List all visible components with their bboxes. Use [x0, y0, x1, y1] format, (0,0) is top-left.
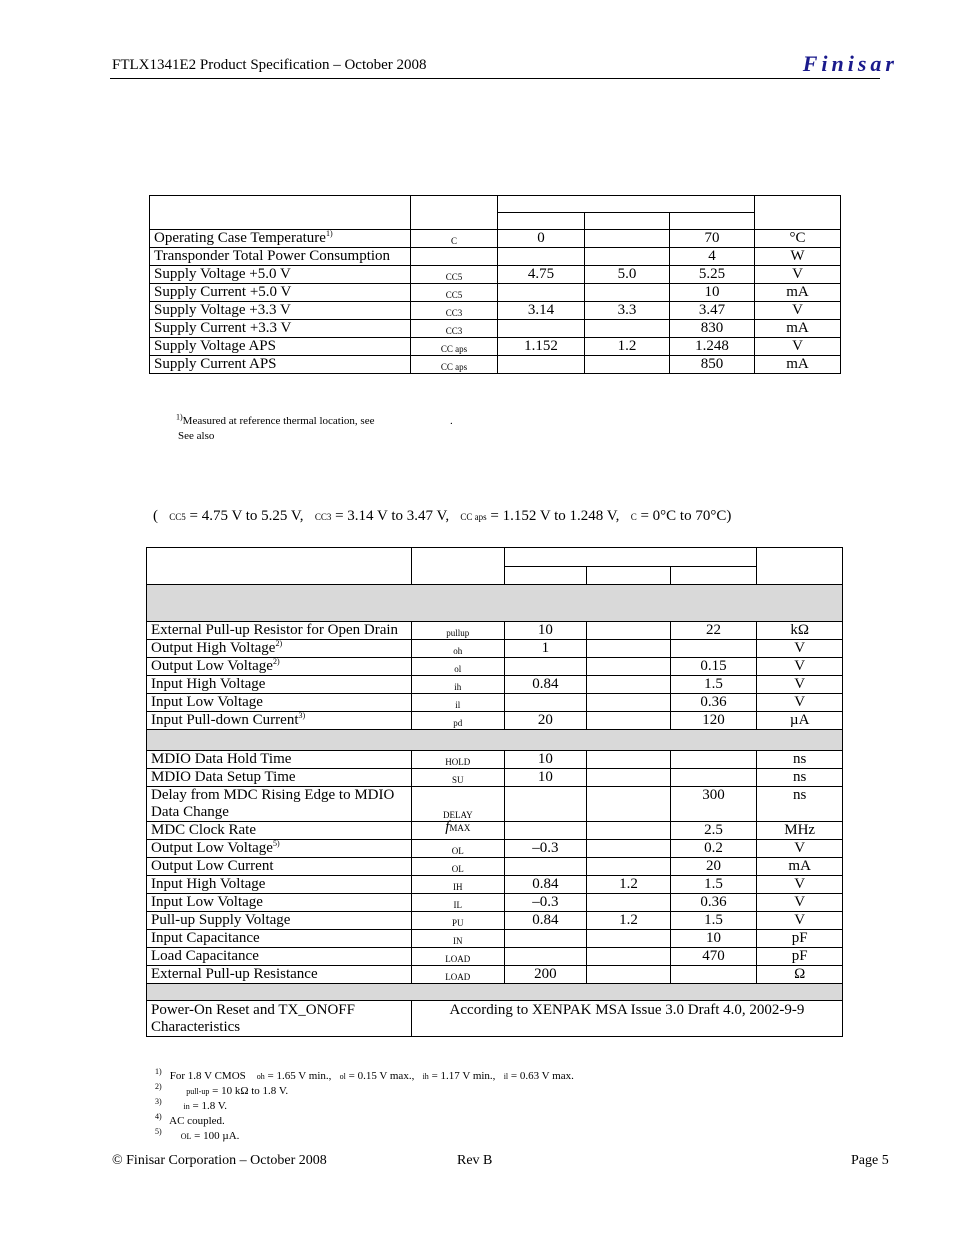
- min-cell: 4.75: [498, 266, 585, 284]
- param-cell: [147, 751, 412, 769]
- cond-text: = 1.152 V to 1.248 V,: [486, 508, 620, 524]
- symbol-cell: pullup: [411, 622, 504, 640]
- footnote-text: For 1.8 V CMOS: [169, 1070, 246, 1082]
- param-name: Output Low Current: [151, 858, 274, 874]
- symbol-cell: OL: [411, 840, 504, 858]
- min-cell: 0.84: [504, 676, 587, 694]
- max-cell: 10: [670, 930, 757, 948]
- typ-cell: [587, 840, 671, 858]
- table-row: [147, 930, 843, 948]
- symbol-cell: SU: [411, 769, 504, 787]
- header-cell-parameter: [150, 196, 411, 230]
- table-row: [150, 320, 841, 338]
- footnote-text: = 100 µA.: [191, 1130, 240, 1142]
- cond-sub: CC3: [314, 512, 332, 522]
- footnote-sub: pull-up: [186, 1087, 210, 1096]
- symbol-cell: oh: [411, 640, 504, 658]
- unit-cell: V: [757, 640, 843, 658]
- table-row: [150, 284, 841, 302]
- footnote-sub: in: [183, 1102, 190, 1111]
- max-cell: 1.5: [670, 676, 757, 694]
- unit-cell: V: [755, 338, 841, 356]
- symbol-cell: IL: [411, 894, 504, 912]
- table-row: [147, 769, 843, 787]
- typ-cell: [587, 640, 671, 658]
- max-cell: [670, 640, 757, 658]
- table-row: [147, 966, 843, 984]
- min-cell: [498, 320, 585, 338]
- section-band: [147, 585, 843, 622]
- param-cell: [147, 787, 412, 822]
- min-cell: [504, 822, 587, 840]
- header-cell-unit: [757, 548, 843, 585]
- max-cell: 0.2: [670, 840, 757, 858]
- table-row: [150, 266, 841, 284]
- typ-cell: [587, 787, 671, 822]
- unit-cell: kΩ: [757, 622, 843, 640]
- max-cell: 120: [670, 712, 757, 730]
- cond-text: = 4.75 V to 5.25 V,: [185, 508, 304, 524]
- max-cell: 5.25: [670, 266, 755, 284]
- symbol-cell: [411, 248, 498, 266]
- unit-cell: V: [757, 912, 843, 930]
- table-row: [150, 248, 841, 266]
- param-cell: [147, 676, 412, 694]
- param-name: Delay from MDC Rising Edge to MDIO Data Change: [151, 787, 395, 820]
- param-name: Operating Case Temperature: [154, 230, 326, 246]
- symbol-cell: PU: [411, 912, 504, 930]
- footnote-text: = 1.17 V min.,: [428, 1070, 496, 1082]
- max-cell: 300: [670, 787, 757, 822]
- param-name: MDC Clock Rate: [151, 822, 256, 838]
- param-name: Supply Current +5.0 V: [154, 284, 292, 300]
- min-cell: 10: [504, 751, 587, 769]
- param-cell: [147, 694, 412, 712]
- footnote-sub: il: [503, 1072, 509, 1081]
- typ-cell: [585, 320, 670, 338]
- max-cell: 830: [670, 320, 755, 338]
- param-name: MDIO Data Hold Time: [151, 751, 292, 767]
- param-cell: [147, 769, 412, 787]
- typ-cell: 1.2: [585, 338, 670, 356]
- symbol-sub: MAX: [449, 823, 471, 833]
- footnote-ref: 5): [272, 839, 280, 848]
- typ-cell: [587, 966, 671, 984]
- max-cell: [670, 751, 757, 769]
- typ-cell: 1.2: [587, 912, 671, 930]
- table-row: [147, 751, 843, 769]
- param-cell: [147, 712, 412, 730]
- param-cell: [147, 966, 412, 984]
- param-name: Pull-up Supply Voltage: [151, 912, 291, 928]
- max-cell: 850: [670, 356, 755, 374]
- symbol-cell: il: [411, 694, 504, 712]
- param-cell: [147, 912, 412, 930]
- unit-cell: V: [757, 676, 843, 694]
- param-cell: Power-On Reset and TX_ONOFF Characteristics: [147, 1001, 412, 1037]
- table-row: [147, 948, 843, 966]
- symbol-main: f: [445, 819, 450, 835]
- unit-cell: W: [755, 248, 841, 266]
- header-cell-typ: [585, 213, 670, 230]
- min-cell: [504, 930, 587, 948]
- min-cell: 0: [498, 230, 585, 248]
- min-cell: 10: [504, 769, 587, 787]
- max-cell: 0.36: [670, 694, 757, 712]
- footnote-5: 5) OL = 100 µA.: [155, 1127, 240, 1142]
- footnote-text: Measured at reference thermal location, see: [182, 415, 375, 427]
- copyright: © Finisar Corporation – October 2008: [112, 1153, 327, 1168]
- param-name: Input Low Voltage: [151, 894, 263, 910]
- reset-spec-cell: According to XENPAK MSA Issue 3.0 Draft 4.0, 2002-9-9: [411, 1001, 842, 1037]
- footnote-2: 2) pull-up = 10 kΩ to 1.8 V.: [155, 1082, 289, 1097]
- typ-cell: 3.3: [585, 302, 670, 320]
- footnote-sub: ol: [339, 1072, 346, 1081]
- max-cell: 1.5: [670, 912, 757, 930]
- symbol-cell: HOLD: [411, 751, 504, 769]
- footnote-1: 1) For 1.8 V CMOS oh = 1.65 V min., ol = 0.15 V max., ih = 1.17 V min., il = 0.63 V max.: [155, 1067, 574, 1082]
- footnote-text: = 0.63 V max.: [508, 1070, 574, 1082]
- footnote-mark: 1): [176, 412, 183, 422]
- operating-conditions: [153, 508, 731, 525]
- header-cell-typ: [587, 566, 671, 585]
- param-name: MDIO Data Setup Time: [151, 769, 296, 785]
- typ-cell: [585, 356, 670, 374]
- header-cell-min: [498, 213, 585, 230]
- min-cell: 200: [504, 966, 587, 984]
- min-cell: [504, 658, 587, 676]
- unit-cell: MHz: [757, 822, 843, 840]
- table-row: [147, 1001, 843, 1037]
- unit-cell: V: [757, 840, 843, 858]
- table-row: [150, 356, 841, 374]
- unit-cell: V: [755, 266, 841, 284]
- cond-text: = 0°C to 70°C): [636, 508, 732, 524]
- symbol-cell: IH: [411, 876, 504, 894]
- typ-cell: [587, 676, 671, 694]
- typ-cell: [587, 694, 671, 712]
- header-cell-values: [504, 548, 757, 567]
- header-cell-max: [670, 566, 757, 585]
- symbol-cell: CC3: [411, 302, 498, 320]
- table-row: [147, 840, 843, 858]
- param-name: Supply Voltage +3.3 V: [154, 302, 291, 318]
- finisar-logo: Finisar: [802, 51, 898, 76]
- max-cell: 0.15: [670, 658, 757, 676]
- min-cell: [504, 694, 587, 712]
- footnote-dot: .: [450, 415, 453, 427]
- footnote-sub: OL: [180, 1132, 192, 1141]
- param-cell: [150, 248, 411, 266]
- footnote-ref: 2): [275, 639, 283, 648]
- typ-cell: [585, 284, 670, 302]
- table-row: [147, 658, 843, 676]
- table-row: [150, 230, 841, 248]
- page-number: Page 5: [851, 1153, 889, 1168]
- param-name: Output Low Voltage: [151, 658, 273, 674]
- param-name: Input High Voltage: [151, 676, 266, 692]
- min-cell: 3.14: [498, 302, 585, 320]
- max-cell: 1.5: [670, 876, 757, 894]
- min-cell: 1.152: [498, 338, 585, 356]
- header-rule: [110, 78, 880, 79]
- table1-footnote: [176, 414, 374, 428]
- max-cell: 20: [670, 858, 757, 876]
- cond-sub: CC aps: [460, 512, 487, 522]
- footnote-text: AC coupled.: [169, 1115, 225, 1127]
- unit-cell: V: [757, 694, 843, 712]
- max-cell: [670, 966, 757, 984]
- min-cell: 0.84: [504, 912, 587, 930]
- header-cell-symbol: [411, 548, 504, 585]
- param-cell: [150, 356, 411, 374]
- cond-sub: C: [630, 512, 637, 522]
- footnote-ref: 1): [325, 229, 333, 238]
- unit-cell: mA: [757, 858, 843, 876]
- param-cell: [150, 230, 411, 248]
- footnote-sub: ih: [422, 1072, 429, 1081]
- unit-cell: ns: [757, 787, 843, 822]
- symbol-cell: CC3: [411, 320, 498, 338]
- footnote-ref: 2): [272, 657, 280, 666]
- min-cell: 0.84: [504, 876, 587, 894]
- table-row: [147, 912, 843, 930]
- footnote-text: = 0.15 V max.,: [345, 1070, 415, 1082]
- document-title: FTLX1341E2 Product Specification – October 2008: [112, 57, 427, 73]
- typ-cell: [587, 822, 671, 840]
- table-row: [147, 876, 843, 894]
- unit-cell: V: [757, 876, 843, 894]
- param-cell: [147, 822, 412, 840]
- table-row: [150, 302, 841, 320]
- table-row: [147, 822, 843, 840]
- symbol-cell: ol: [411, 658, 504, 676]
- cond-sub: CC5: [169, 512, 186, 522]
- param-cell: [150, 338, 411, 356]
- typ-cell: [587, 858, 671, 876]
- symbol-cell: LOAD: [411, 966, 504, 984]
- min-cell: [498, 356, 585, 374]
- param-name: Input Low Voltage: [151, 694, 263, 710]
- table-row: [147, 640, 843, 658]
- typ-cell: [585, 248, 670, 266]
- table-row: [150, 338, 841, 356]
- param-cell: [147, 658, 412, 676]
- max-cell: 2.5: [670, 822, 757, 840]
- min-cell: –0.3: [504, 894, 587, 912]
- unit-cell: pF: [757, 948, 843, 966]
- typ-cell: [587, 622, 671, 640]
- symbol-cell: LOAD: [411, 948, 504, 966]
- min-cell: [504, 858, 587, 876]
- typ-cell: 5.0: [585, 266, 670, 284]
- param-name: External Pull-up Resistor for Open Drain: [151, 622, 399, 638]
- min-cell: 1: [504, 640, 587, 658]
- min-cell: [504, 948, 587, 966]
- table-row: [147, 676, 843, 694]
- param-cell: [150, 284, 411, 302]
- param-name: Input Capacitance: [151, 930, 260, 946]
- symbol-cell: DELAY: [411, 787, 504, 822]
- typ-cell: [587, 894, 671, 912]
- min-cell: [498, 284, 585, 302]
- param-name: Input High Voltage: [151, 876, 266, 892]
- symbol-cell: CC5: [411, 284, 498, 302]
- param-name: Input Pull-down Current: [151, 712, 299, 728]
- param-cell: [147, 876, 412, 894]
- param-cell: [150, 320, 411, 338]
- unit-cell: ns: [757, 769, 843, 787]
- param-cell: [147, 622, 412, 640]
- max-cell: 10: [670, 284, 755, 302]
- header-cell-unit: [755, 196, 841, 230]
- footnote-text: = 1.8 V.: [189, 1100, 228, 1112]
- footnote-3: 3) in = 1.8 V.: [155, 1097, 228, 1112]
- footnote-text: = 10 kΩ to 1.8 V.: [209, 1085, 289, 1097]
- param-name: Supply Current +3.3 V: [154, 320, 292, 336]
- param-cell: [147, 894, 412, 912]
- max-cell: 4: [670, 248, 755, 266]
- cond-text: = 3.14 V to 3.47 V,: [331, 508, 450, 524]
- unit-cell: ns: [757, 751, 843, 769]
- symbol-cell: pd: [411, 712, 504, 730]
- power-supply-table: [149, 195, 841, 374]
- max-cell: 0.36: [670, 894, 757, 912]
- footnote-ref: 3): [298, 711, 306, 720]
- symbol-cell: [411, 819, 504, 840]
- min-cell: 10: [504, 622, 587, 640]
- param-name: Supply Voltage APS: [154, 338, 276, 354]
- table-row: [147, 694, 843, 712]
- typ-cell: 1.2: [587, 876, 671, 894]
- param-cell: [150, 302, 411, 320]
- param-cell: [147, 640, 412, 658]
- table-row: [147, 622, 843, 640]
- typ-cell: [587, 712, 671, 730]
- typ-cell: [587, 751, 671, 769]
- max-cell: 22: [670, 622, 757, 640]
- max-cell: 70: [670, 230, 755, 248]
- param-name: Supply Voltage +5.0 V: [154, 266, 291, 282]
- unit-cell: V: [755, 302, 841, 320]
- unit-cell: pF: [757, 930, 843, 948]
- symbol-cell: CC5: [411, 266, 498, 284]
- footnote-4: 4) AC coupled.: [155, 1112, 225, 1127]
- table-row: [147, 787, 843, 822]
- param-name: Output Low Voltage: [151, 840, 273, 856]
- param-name: Supply Current APS: [154, 356, 277, 372]
- table-row: [147, 712, 843, 730]
- symbol-cell: CC aps: [411, 356, 498, 374]
- footnotes: [155, 1069, 574, 1144]
- param-name: External Pull-up Resistance: [151, 966, 318, 982]
- section-band: [147, 984, 843, 1001]
- typ-cell: [585, 230, 670, 248]
- typ-cell: [587, 948, 671, 966]
- header-cell-min: [504, 566, 587, 585]
- unit-cell: mA: [755, 320, 841, 338]
- max-cell: [670, 769, 757, 787]
- unit-cell: Ω: [757, 966, 843, 984]
- min-cell: [504, 787, 587, 822]
- max-cell: 470: [670, 948, 757, 966]
- unit-cell: V: [757, 894, 843, 912]
- param-cell: [147, 930, 412, 948]
- unit-cell: mA: [755, 284, 841, 302]
- revision: Rev B: [457, 1153, 493, 1168]
- param-cell: [147, 858, 412, 876]
- header-cell-values: [498, 196, 755, 213]
- typ-cell: [587, 930, 671, 948]
- unit-cell: °C: [755, 230, 841, 248]
- paren: (: [153, 508, 158, 524]
- min-cell: 20: [504, 712, 587, 730]
- header-cell-symbol: [411, 196, 498, 230]
- min-cell: [498, 248, 585, 266]
- max-cell: 3.47: [670, 302, 755, 320]
- unit-cell: V: [757, 658, 843, 676]
- header-cell-parameter: [147, 548, 412, 585]
- param-cell: [147, 840, 412, 858]
- symbol-cell: OL: [411, 858, 504, 876]
- param-cell: [150, 266, 411, 284]
- typ-cell: [587, 658, 671, 676]
- table-row: [147, 894, 843, 912]
- symbol-cell: CC aps: [411, 338, 498, 356]
- unit-cell: mA: [755, 356, 841, 374]
- typ-cell: [587, 769, 671, 787]
- unit-cell: µA: [757, 712, 843, 730]
- max-cell: 1.248: [670, 338, 755, 356]
- footnote-see-also: See also: [178, 430, 215, 442]
- section-band: [147, 730, 843, 751]
- param-cell: [147, 948, 412, 966]
- table-row: [147, 858, 843, 876]
- footnote-text: = 1.65 V min.,: [264, 1070, 332, 1082]
- min-cell: –0.3: [504, 840, 587, 858]
- symbol-cell: C: [411, 230, 498, 248]
- param-name: Transponder Total Power Consumption: [154, 248, 391, 264]
- footnote-sub: oh: [256, 1072, 265, 1081]
- symbol-cell: ih: [411, 676, 504, 694]
- mdio-characteristics-table: [146, 547, 843, 1037]
- param-name: Output High Voltage: [151, 640, 276, 656]
- symbol-cell: IN: [411, 930, 504, 948]
- header-cell-max: [670, 213, 755, 230]
- param-name: Load Capacitance: [151, 948, 259, 964]
